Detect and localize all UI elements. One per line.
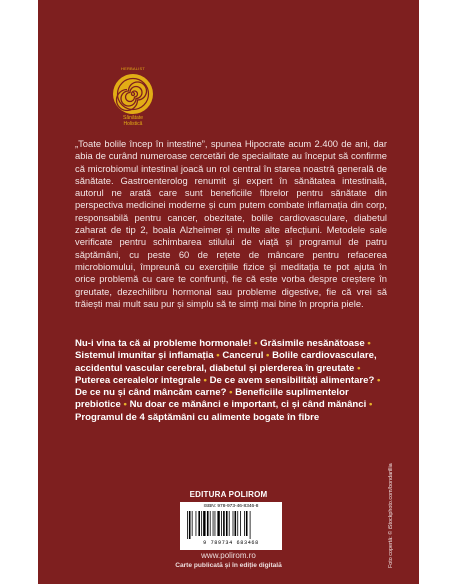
series-logo bbox=[113, 66, 153, 127]
barcode-bar bbox=[215, 511, 216, 536]
publisher-name: EDITURA POLIROM bbox=[189, 490, 268, 499]
bullet-separator: • bbox=[200, 374, 210, 386]
logo-spiral-icon bbox=[113, 74, 153, 114]
barcode-bar bbox=[250, 511, 251, 539]
barcode-bar bbox=[189, 511, 191, 539]
bullet-separator: • bbox=[213, 350, 223, 362]
bullet-separator: • bbox=[354, 362, 361, 374]
barcode-bar bbox=[213, 511, 214, 536]
bullet-separator: • bbox=[374, 374, 381, 386]
bullet-separator: • bbox=[120, 399, 130, 411]
topic-item: Cancerul bbox=[222, 350, 264, 362]
isbn-text: ISBN: 978-973-46-8346-8 bbox=[203, 504, 259, 509]
bullet-separator: • bbox=[226, 387, 236, 399]
barcode-bar bbox=[187, 511, 188, 539]
barcode-bar bbox=[237, 511, 238, 536]
topic-item: Grăsimile nesănătoase bbox=[260, 338, 365, 349]
back-cover bbox=[38, 0, 419, 584]
logo-caption bbox=[107, 115, 159, 127]
topic-item: Sistemul imunitar și inflamația bbox=[75, 350, 214, 362]
barcode-number: 9 789734 683468 bbox=[203, 540, 259, 546]
topic-item: Bolile cardiovasculare, accidentul vascular cerebral, diabetul și pierderea în greutate bbox=[75, 350, 377, 374]
barcode-bar bbox=[229, 511, 230, 536]
logo-top-text: HERBALIST bbox=[120, 66, 146, 71]
bullet-separator: • bbox=[366, 399, 373, 411]
barcode-bar bbox=[240, 511, 241, 536]
book-description: „Toate bolile încep în intestine”, spunea Hipocrate acum 2.400 de ani, dar abia de curând numeroase cercetări de specialitate au început să confirme că microbiomul intestinal joacă un rol central în starea noastră generală de sănătate. Gastroenterolog renumit și expert în sănătatea intestinală, autorul ne arată care sunt beneficiile fibrelor pentru sănătate din perspectiva medicinei moderne și cum putem combate inflamația din corp, responsabilă pentru cancer, obezitate, bolile cardiovasculare, diabetul zaharat de tip 2, boala Alzheimer și multe alte afecțiuni. Metodele sale verificate pentru schimbarea stilului de viață și programul de patru săptămâni, cu peste 60 de rețete de mâncare pentru refacerea microbiomului, împreună cu exercițiile fizice și meditația te pot ajuta în orice problemă cu care te confrunți, fie că este vorba despre creștere în greutate, dezechilibru hormonal sau probleme digestive, fie că vrei să trăiești mai mult sau pur și simplu să te simți mai bine în propria piele. bbox=[75, 138, 387, 309]
barcode-bar bbox=[244, 511, 245, 536]
topic-item: Puterea cerealelor integrale bbox=[75, 374, 201, 386]
topic-item: De ce nu și când mâncăm carne? bbox=[75, 387, 227, 399]
logo-caption-line1: Sănătate bbox=[122, 115, 144, 121]
topics-list bbox=[75, 338, 387, 424]
barcode-bars bbox=[186, 511, 276, 539]
barcode-bar bbox=[233, 511, 234, 536]
barcode-bar bbox=[217, 511, 219, 536]
barcode-block bbox=[180, 502, 282, 550]
barcode-bar bbox=[192, 511, 193, 536]
barcode-bar bbox=[196, 511, 197, 536]
bullet-separator: • bbox=[251, 338, 261, 349]
bullet-separator: • bbox=[263, 350, 273, 362]
topic-item: Beneficiile suplimentelor prebiotice bbox=[75, 387, 349, 411]
barcode-bar bbox=[201, 511, 202, 536]
barcode-bar bbox=[207, 511, 209, 536]
barcode-bar bbox=[198, 511, 200, 536]
topic-item: De ce avem sensibilități alimentare? bbox=[209, 374, 375, 386]
topic-item: Programul de 4 săptămâni cu alimente bogate în fibre bbox=[75, 411, 320, 423]
photo-credit: Foto copertă: © iStockphoto.com/bondarillia bbox=[388, 463, 394, 568]
digital-edition-note: Carte publicată și în ediție digitală bbox=[175, 562, 282, 569]
topic-item: Nu-i vina ta că ai probleme hormonale! bbox=[75, 338, 252, 349]
publisher-website: www.polirom.ro bbox=[201, 551, 256, 560]
barcode-bar bbox=[235, 511, 237, 536]
logo-caption-line2: Holistică bbox=[123, 121, 143, 127]
barcode-bar bbox=[226, 511, 228, 536]
barcode-bar bbox=[221, 511, 222, 536]
barcode-bar bbox=[210, 511, 211, 536]
bullet-separator: • bbox=[364, 338, 371, 349]
barcode-bar bbox=[203, 511, 205, 536]
barcode-bar bbox=[246, 511, 248, 536]
topic-item: Nu doar ce mănânci e important, ci și când mănânci bbox=[129, 399, 367, 411]
barcode-bar bbox=[223, 511, 225, 536]
